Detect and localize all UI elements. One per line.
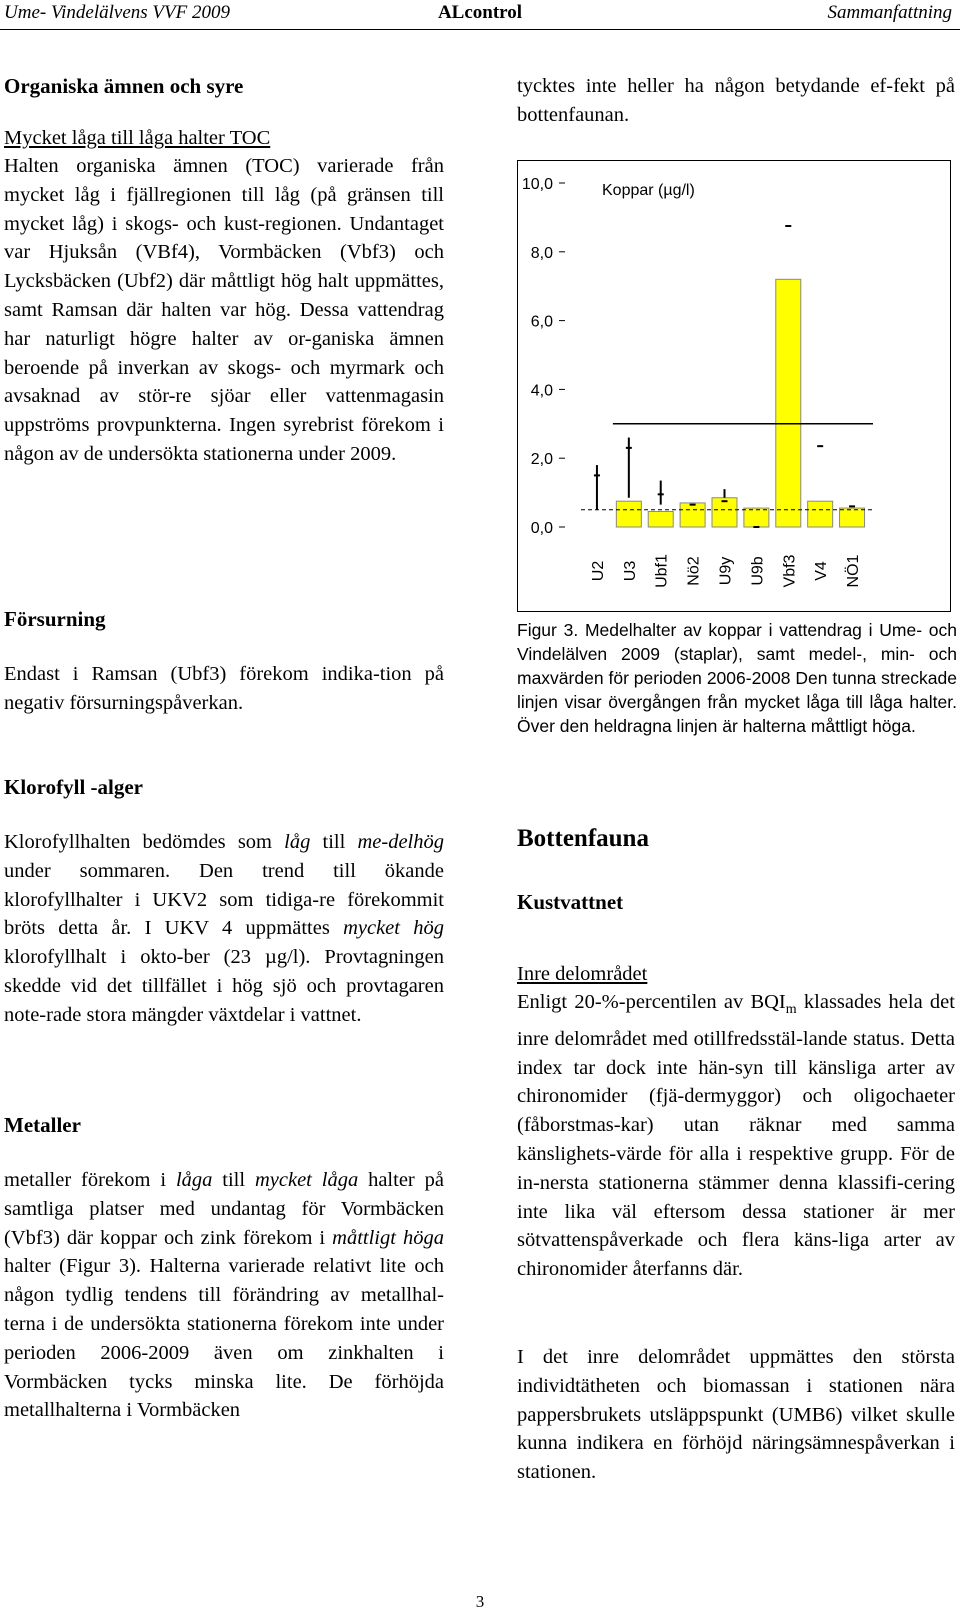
paragraph-metaller	[4, 1166, 444, 1425]
klor-text-6: mycket hög	[343, 917, 444, 940]
y-tick-label: 6,0	[530, 313, 553, 331]
met-text-1: metaller förekom i	[4, 1169, 176, 1191]
x-tick-label: V4	[813, 561, 831, 581]
met-text-4: mycket låga	[254, 1169, 359, 1191]
x-tick-label: Nö2	[685, 556, 703, 586]
paragraph-forsurning: Endast i Ramsan (Ubf3) förekom indika-tion på negativ försurningspåverkan.	[4, 663, 444, 714]
paragraph-inre	[517, 988, 955, 1284]
header-left: Ume- Vindelälvens VVF 2009	[4, 2, 230, 23]
right-column-lower	[517, 0, 955, 1613]
heading-kustvattnet: Kustvattnet	[517, 890, 624, 914]
y-tick-label: 2,0	[530, 451, 553, 469]
met-text-7: halter (Figur 3). Halterna varierade relativt lite och någon tydlig tendens till förändring av metallhal-terna i de undersökta stationerna förekom inte under perioden 2006-2009 även om zinkhalten i Vormbäcken tycks minska lite. De förhöjda metallhalterna i Vormbäcken	[4, 1255, 444, 1422]
header-center: ALcontrol	[437, 2, 523, 23]
left-column	[4, 0, 444, 1613]
heading-organiska: Organiska ämnen och syre	[4, 74, 244, 98]
paragraph-organiska: Halten organiska ämnen (TOC) varierade från mycket låg i fjällregionen till låg (på gränsen till mycket låg) i skogs- och kust-regionen. Undantaget var Hjuksån (VBf4), Vormbäcken (Vbf3) och Lycksbäcken (Ubf2) där måttligt hög halt uppmättes, samt Ramsan där halten var hög. Dessa vattendrag har naturligt högre halter av or-ganiska ämnen beroende på inverkan av skogs- och myrmark och avsaknad av stör-re sjöar eller vattenmagasin uppströms provpunkterna. Ingen syrebrist förekom i någon av de undersökta stationerna under 2009.	[4, 155, 444, 465]
x-tick-label: NÖ1	[845, 554, 863, 588]
klor-text-4: me-delhög	[357, 831, 444, 853]
x-tick-label: U9y	[717, 556, 735, 586]
subheading-toc: Mycket låga till låga halter TOC	[4, 127, 271, 149]
met-text-5: halter på samtliga platser med undantag för Vormbäcken (Vbf3) där koppar och zink förekom i	[4, 1169, 444, 1249]
paragraph-inre-2: I det inre delområdet uppmättes den största individtätheten och biomassan i stationen nära pappersbrukets utsläppspunkt (UMB6) vilket skulle kunna indikera en förhöjd näringsämnespåverkan i stationen.	[517, 1346, 955, 1484]
subheading-inre: Inre delområdet	[517, 963, 648, 985]
x-tick-label: U3	[621, 560, 639, 582]
y-tick-label: 0,0	[530, 520, 553, 537]
heading-klorofyll: Klorofyll -alger	[4, 775, 143, 799]
paragraph-continued: tycktes inte heller ha någon betydande ef-fekt på bottenfaunan.	[517, 75, 955, 126]
klor-text-7: klorofyllhalt i okto-ber (23 µg/l). Provtagningen skedde vid det tillfället i hög sjö och provtagaren note-rade stora mängder växtdelar i vattnet.	[4, 946, 444, 1026]
x-tick-label: Vbf3	[781, 554, 799, 588]
heading-bottenfauna: Bottenfauna	[517, 825, 649, 852]
y-tick-label: 8,0	[530, 244, 553, 262]
klor-text-1: Klorofyllhalten bedömdes som	[4, 831, 285, 853]
met-text-2: låga	[175, 1169, 213, 1191]
y-tick-label: 4,0	[530, 382, 553, 400]
klor-text-3: till	[310, 831, 358, 853]
met-text-3: till	[212, 1169, 255, 1191]
inre-text-2: klassades hela det inre delområdet med otillfredsstäl-lande status. Detta index tar dock inte hän-syn till känsliga arter av chironomider (fjä-dermyggor) och oligochaeter (fåborstmas-kar) utan räknar med samma känslighets-värde för alla i respektive grupp. För de in-nersta stationerna stämmer denna klassifi-cering inte lika väl eftersom dessa stationer är mer sötvattenspåverkade och flera käns-liga arter av chironomider återfanns där.	[517, 991, 955, 1281]
met-text-6: måttligt höga	[332, 1226, 444, 1249]
x-tick-label: U2	[589, 560, 607, 582]
page-number: 3	[475, 1592, 485, 1611]
x-tick-label: U9b	[749, 556, 767, 586]
inre-sub: m	[785, 1002, 797, 1018]
heading-metaller: Metaller	[4, 1113, 81, 1137]
chart-title: Koppar (µg/l)	[602, 182, 695, 199]
klor-text-2: låg	[284, 831, 311, 853]
figure-caption: Figur 3. Medelhalter av koppar i vattendrag i Ume- och Vindelälven 2009 (staplar), samt medel-, min- och maxvärden för perioden 2006-2008 Den tunna streckade linjen visar övergången från mycket låga till låga halter. Över den heldragna linjen är halterna måttligt höga.	[517, 620, 957, 736]
y-tick-label: 10,0	[521, 176, 553, 193]
klor-text-5: under sommaren. Den trend till ökande klorofyllhalter i UKV2 som tidiga-re förekommit bröts detta år. I UKV 4 uppmättes	[4, 859, 444, 940]
heading-forsurning: Försurning	[4, 607, 106, 631]
inre-text-1: Enligt 20-%-percentilen av BQI	[517, 991, 786, 1013]
paragraph-klorofyll	[4, 828, 444, 1030]
header-right: Sammanfattning	[827, 2, 952, 23]
x-tick-label: Ubf1	[653, 554, 671, 588]
